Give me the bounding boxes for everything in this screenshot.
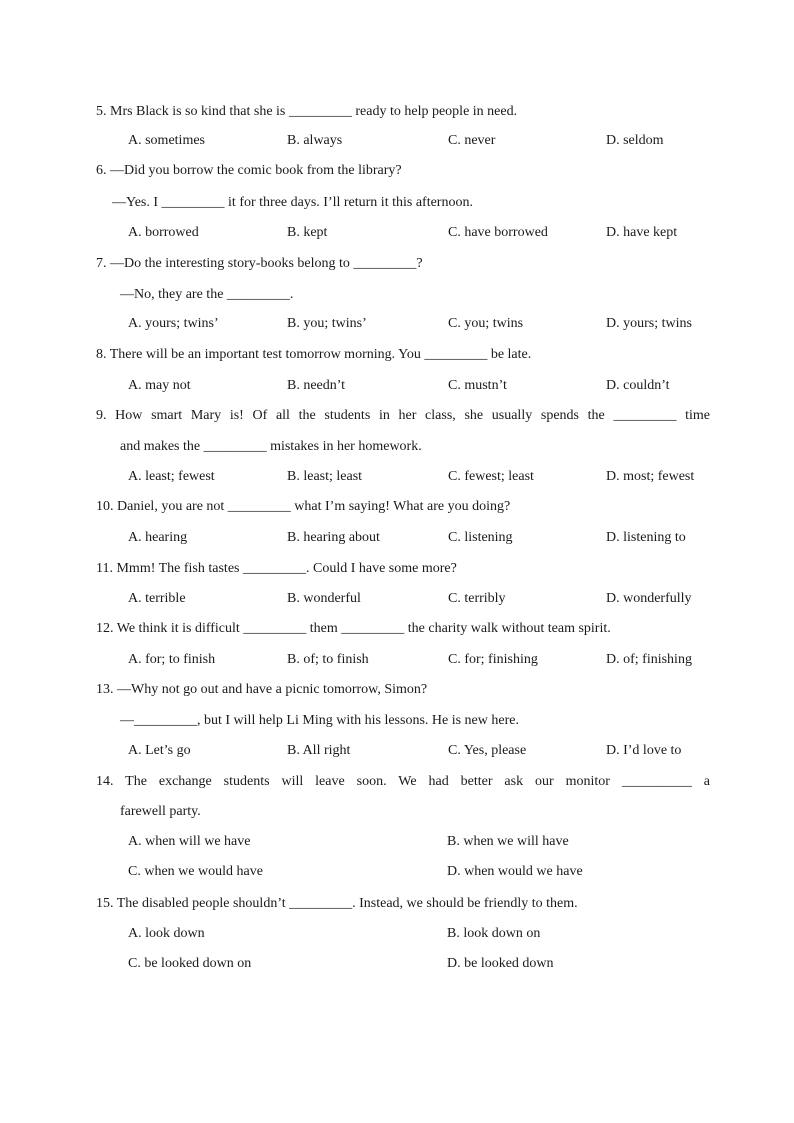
option-b: B. needn’t — [287, 378, 346, 393]
option-c: C. when we would have — [128, 864, 263, 879]
option-a: A. borrowed — [128, 225, 199, 240]
question-11-options — [0, 591, 794, 607]
question-8-options — [0, 378, 794, 394]
option-a: A. terrible — [128, 591, 186, 606]
question-12-options — [0, 652, 794, 668]
option-d: D. I’d love to — [606, 743, 682, 758]
option-d: D. wonderfully — [606, 591, 692, 606]
question-7-stem-line2: —No, they are the _________. — [120, 287, 294, 302]
option-b: B. always — [287, 133, 343, 148]
question-11-stem: 11. Mmm! The fish tastes _________. Could I have some more? — [96, 561, 457, 576]
option-b: B. hearing about — [287, 530, 380, 545]
option-b: B. kept — [287, 225, 328, 240]
option-d: D. when would we have — [447, 864, 583, 879]
option-c: C. be looked down on — [128, 956, 252, 971]
option-d: D. couldn’t — [606, 378, 670, 393]
option-a: A. when will we have — [128, 834, 251, 849]
option-b: B. wonderful — [287, 591, 361, 606]
question-7-stem: 7. —Do the interesting story-books belong to _________? — [96, 256, 423, 271]
question-7-options — [0, 316, 794, 332]
option-a: A. sometimes — [128, 133, 205, 148]
question-14-options-row2 — [0, 864, 794, 880]
question-10-stem: 10. Daniel, you are not _________ what I’m saying! What are you doing? — [96, 499, 511, 514]
option-a: A. Let’s go — [128, 743, 191, 758]
option-d: D. listening to — [606, 530, 686, 545]
option-d: D. seldom — [606, 133, 664, 148]
option-d: D. have kept — [606, 225, 678, 240]
question-9-options — [0, 469, 794, 485]
option-b: B. when we will have — [447, 834, 569, 849]
question-8-stem: 8. There will be an important test tomorrow morning. You _________ be late. — [96, 347, 532, 362]
question-13-stem-line2: —_________, but I will help Li Ming with his lessons. He is new here. — [120, 713, 519, 728]
option-c: C. have borrowed — [448, 225, 548, 240]
option-c: C. fewest; least — [448, 469, 534, 484]
option-c: C. Yes, please — [448, 743, 527, 758]
question-5-stem: 5. Mrs Black is so kind that she is _________ ready to help people in need. — [96, 104, 518, 119]
question-12-stem: 12. We think it is difficult _________ them _________ the charity walk without team spirit. — [96, 621, 611, 636]
option-a: A. yours; twins’ — [128, 316, 219, 331]
option-c: C. never — [448, 133, 496, 148]
option-a: A. for; to finish — [128, 652, 216, 667]
question-15-options-row1 — [0, 926, 794, 942]
option-c: C. mustn’t — [448, 378, 507, 393]
option-c: C. you; twins — [448, 316, 524, 331]
question-15-options-row2 — [0, 956, 794, 972]
option-d: D. be looked down — [447, 956, 554, 971]
option-d: D. most; fewest — [606, 469, 695, 484]
question-9-stem-line2: and makes the _________ mistakes in her homework. — [120, 439, 422, 454]
question-10-options — [0, 530, 794, 546]
option-b: B. you; twins’ — [287, 316, 367, 331]
option-c: C. terribly — [448, 591, 506, 606]
question-14-stem: 14. The exchange students will leave soon. We had better ask our monitor __________ a — [96, 774, 710, 789]
question-6-stem-line2: —Yes. I _________ it for three days. I’ll return it this afternoon. — [112, 195, 473, 210]
question-13-options — [0, 743, 794, 759]
question-14-stem-line2: farewell party. — [120, 804, 201, 819]
option-a: A. hearing — [128, 530, 188, 545]
option-c: C. for; finishing — [448, 652, 538, 667]
question-6-stem: 6. —Did you borrow the comic book from the library? — [96, 163, 402, 178]
option-b: B. look down on — [447, 926, 541, 941]
question-6-options — [0, 225, 794, 241]
question-15-stem: 15. The disabled people shouldn’t _________. Instead, we should be friendly to them. — [96, 896, 578, 911]
question-5-options — [0, 133, 794, 149]
option-c: C. listening — [448, 530, 513, 545]
option-d: D. yours; twins — [606, 316, 692, 331]
option-a: A. may not — [128, 378, 191, 393]
option-b: B. least; least — [287, 469, 363, 484]
question-9-stem: 9. How smart Mary is! Of all the students in her class, she usually spends the _________ time — [96, 408, 710, 423]
option-b: B. All right — [287, 743, 351, 758]
question-13-stem: 13. —Why not go out and have a picnic tomorrow, Simon? — [96, 682, 428, 697]
option-a: A. least; fewest — [128, 469, 215, 484]
option-d: D. of; finishing — [606, 652, 692, 667]
option-a: A. look down — [128, 926, 205, 941]
question-14-options-row1 — [0, 834, 794, 850]
option-b: B. of; to finish — [287, 652, 369, 667]
